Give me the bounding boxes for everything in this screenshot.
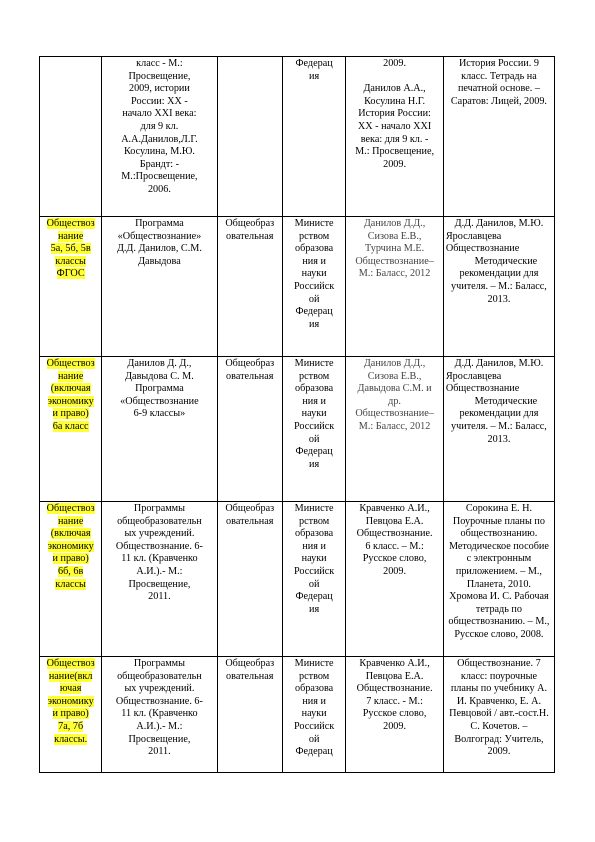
textbook-cell-line: Певцова Е.А. [365,515,424,527]
textbook-cell-line: 2009. [383,158,407,170]
approval-cell-line: науки [301,553,327,565]
program-cell-line: Косулина, М.Ю. [123,146,195,158]
program-cell-line: Программы [133,658,185,669]
methodical-cell-line: приложением. – М., [455,565,542,577]
program-cell-line: 2009, истории [128,83,190,95]
program-cell-line: 2006. [147,183,171,195]
subject-cell [40,502,102,657]
approval-cell-line: ния и [302,695,326,707]
textbook-cell [346,217,444,357]
highlighted-text: и право) [52,708,89,720]
methodical-cell-line: рекомендации для [459,268,539,280]
program-cell-line: Давыдова [138,255,181,267]
approval-cell-line: ой [308,733,320,745]
approval-cell-line: образова [295,683,334,695]
highlighted-text: классы. [54,733,88,745]
textbook-cell-line: Обществознание– [355,408,434,420]
textbook-cell-line: М.: Просвещение, [355,146,435,158]
approval-cell-line: Федерац [295,58,333,69]
program-cell-line: Просвещение, [128,70,191,82]
textbook-cell-line: М.: Баласс, 2012 [358,268,431,280]
methodical-cell-line: с электронным [466,553,532,565]
textbook-cell-line: Турчина М.Е. [365,243,425,255]
highlighted-text: ФГОС [56,268,85,280]
textbook-cell-line: Русское слово, [362,708,427,720]
textbook-cell-line: Косулина Н.Г. [364,95,426,107]
subject-cell-line [42,553,99,566]
subject-cell-line [42,696,99,709]
subject-cell-line [42,383,99,396]
highlighted-text: нание [57,515,84,527]
program-cell-line: 11 кл. (Кравченко [121,553,198,565]
methodical-cell-line: Обществознание [445,243,520,255]
program-cell-line: «Обществознание» [117,230,202,242]
approval-cell-line: ния и [302,540,326,552]
methodical-cell-line: Сорокина Е. Н. [465,503,533,514]
approval-cell-line: Федерац [295,446,333,458]
program-cell-line: Д.Д. Данилов, С.М. [116,243,202,255]
program-cell-line: Программа [135,218,184,229]
approval-cell-line: ой [308,433,320,445]
approval-cell-line: Министе [294,218,334,229]
subject-cell-line [42,231,99,244]
methodical-cell [443,217,554,357]
subject-cell-line [42,358,99,371]
program-cell-line: 2011. [148,746,171,758]
subject-cell-line [42,396,99,409]
methodical-cell-line: Планета, 2010. [466,578,531,590]
subject-cell-line [42,516,99,529]
methodical-cell-line: С. Кочетов. – [470,720,528,732]
program-cell-line: «Обществознание [120,395,199,407]
subject-cell-line [42,708,99,721]
textbook-cell-line: Обществознание. [356,528,433,540]
methodical-cell-line: учителя. – М.: Баласс, [451,420,547,432]
table-row [40,657,555,773]
highlighted-text: Обществоз [46,503,95,514]
methodical-cell-line: Саратов: Лицей, 2009. [450,95,547,107]
program-cell-line: Обществознание. 6- [115,540,203,552]
textbook-cell-line: 7 класс. - М.: [366,695,423,707]
education-level-cell [217,357,282,502]
methodical-cell-line: Обществознание [445,383,520,395]
highlighted-text: 6а класс [52,420,89,432]
curriculum-table [39,56,555,773]
methodical-cell-line: Певцовой / авт.-сост.Н. [449,708,549,720]
program-cell-line: Давыдова С. М. [125,370,194,382]
subject-cell-line [42,408,99,421]
program-cell-line: Брандт: - [139,158,180,170]
subject-cell-line [42,566,99,579]
textbook-cell-line: Кравченко А.И., [359,503,430,514]
approval-cell-line: ия [309,70,320,82]
program-cell [102,57,217,217]
document-page [39,56,555,773]
education-level-cell-line: овательная [226,515,274,527]
highlighted-text: нание [57,370,84,382]
program-cell-line: ых учреждений. [124,528,195,540]
approval-cell-line: рством [299,515,330,527]
textbook-cell-line: Данилов Д.Д., [363,218,426,229]
textbook-cell-line [348,71,441,84]
education-level-cell-line: овательная [226,670,274,682]
approval-cell [282,502,345,657]
highlighted-text: (включая [50,528,91,540]
methodical-cell [443,57,554,217]
methodical-cell-line: обществознанию. [460,528,538,540]
methodical-cell [443,502,554,657]
methodical-cell-line: учителя. – М.: Баласс, [451,280,547,292]
subject-cell [40,357,102,502]
methodical-cell-line: Методические [474,395,538,407]
approval-cell [282,57,345,217]
program-cell-line: ых учреждений. [124,683,195,695]
program-cell-line: для 9 кл. [140,120,179,132]
methodical-cell-line: планы по учебнику А. [450,683,548,695]
education-level-cell [217,657,282,773]
methodical-cell-line: Ярославцева [445,230,502,242]
table-body [40,57,555,773]
highlighted-text: нание [57,230,84,242]
methodical-cell-line: Обществознание. 7 [457,658,541,669]
highlighted-text: классы [55,255,86,267]
education-level-cell-line: овательная [226,230,274,242]
methodical-cell [443,657,554,773]
program-cell [102,217,217,357]
methodical-cell-line: Волгоград: Учитель, [454,733,544,745]
approval-cell-line: ия [309,318,320,330]
textbook-cell-line: Данилов Д.Д., [363,358,426,369]
approval-cell-line: ой [308,293,320,305]
subject-cell-line [42,734,99,747]
highlighted-text: Обществоз [46,358,95,369]
approval-cell-line: образова [295,383,334,395]
table-row [40,357,555,502]
education-level-cell-line: Общеобраз [225,218,275,229]
methodical-cell-line: класс. Тетрадь на [461,70,537,82]
approval-cell-line: ия [309,458,320,470]
approval-cell-line: Федерац [295,746,333,758]
subject-cell-line [42,671,99,684]
methodical-cell-line: обществознанию. – М., [448,616,550,628]
subject-cell-line [42,658,99,671]
subject-cell-line [42,371,99,384]
program-cell-line: 11 кл. (Кравченко [121,708,198,720]
program-cell-line: 6-9 классы» [133,408,186,420]
textbook-cell-line: Давыдова С.М. и [357,383,432,395]
approval-cell-line: ой [308,578,320,590]
approval-cell-line: Российск [294,720,335,732]
textbook-cell-line: XX - начало XXI [357,120,432,132]
program-cell-line: России: XX - [131,95,188,107]
subject-cell-line [42,268,99,281]
highlighted-text: и право) [52,408,89,420]
program-cell [102,357,217,502]
methodical-cell-line: класс: поурочные [460,670,537,682]
approval-cell-line: Федерац [295,591,333,603]
methodical-cell-line: Поурочные планы по [452,515,545,527]
highlighted-text: и право) [52,553,89,565]
methodical-cell-line: Методическое пособие [448,540,549,552]
program-cell [102,502,217,657]
approval-cell [282,217,345,357]
subject-cell-line [42,218,99,231]
education-level-cell-line: Общеобраз [225,358,275,369]
approval-cell-line: Министе [294,658,334,669]
approval-cell-line: Российск [294,420,335,432]
education-level-cell-line: Общеобраз [225,503,275,514]
textbook-cell-line: др. [388,395,401,407]
approval-cell-line: рством [299,670,330,682]
program-cell-line: А.А.Данилов,Л.Г. [121,133,198,145]
textbook-cell [346,657,444,773]
highlighted-text: нание(вкл [48,670,93,682]
program-cell-line: класс - М.: [136,58,183,69]
textbook-cell-line: Кравченко А.И., [359,658,430,669]
textbook-cell-line: Сизова Е.В., [367,370,422,382]
highlighted-text: экономику [47,695,94,707]
methodical-cell-line: 2013. [487,293,511,305]
subject-cell [40,217,102,357]
program-cell-line: Программы [133,503,185,514]
subject-cell [40,57,102,217]
textbook-cell-line: 6 класс. – М.: [365,540,424,552]
highlighted-text: экономику [47,540,94,552]
textbook-cell-line: История России: [358,108,431,120]
textbook-cell-line: 2009. [383,565,407,577]
approval-cell [282,357,345,502]
textbook-cell-line: Певцова Е.А. [365,670,424,682]
education-level-cell [217,502,282,657]
textbook-cell-line: М.: Баласс, 2012 [358,420,431,432]
textbook-cell [346,57,444,217]
textbook-cell-line: Обществознание. [356,683,433,695]
program-cell-line: М.:Просвещение, [121,171,198,183]
subject-cell-line [42,541,99,554]
education-level-cell-line: овательная [226,370,274,382]
program-cell [102,657,217,773]
highlighted-text: ючая [59,683,82,695]
program-cell-line: общеобразовательн [117,515,202,527]
textbook-cell [346,502,444,657]
approval-cell-line: науки [301,268,327,280]
education-level-cell-line: Общеобраз [225,658,275,669]
subject-cell-line [42,528,99,541]
textbook-cell-line: 2009. [383,720,407,732]
methodical-cell-line: Русское слово, 2008. [454,628,544,640]
highlighted-text: 7а, 7б [58,720,84,732]
methodical-cell-line: Д.Д. Данилов, М.Ю. [454,358,544,369]
approval-cell-line: Министе [294,503,334,514]
program-cell-line: Просвещение, [128,733,191,745]
approval-cell-line: ния и [302,395,326,407]
approval-cell-line: Российск [294,565,335,577]
program-cell-line: А.И.).- М.: [136,720,183,732]
table-row [40,502,555,657]
methodical-cell-line: тетрадь по [475,603,522,615]
subject-cell-line [42,721,99,734]
approval-cell-line: образова [295,243,334,255]
textbook-cell [346,357,444,502]
methodical-cell-line: печатной основе. – [457,83,540,95]
program-cell-line: 2011. [148,591,171,603]
subject-cell [40,657,102,773]
table-row [40,57,555,217]
approval-cell-line: рством [299,370,330,382]
subject-cell-line [42,256,99,269]
highlighted-text: 5а, 5б, 5в [50,243,91,255]
approval-cell-line: образова [295,528,334,540]
program-cell-line: Обществознание. 6- [115,695,203,707]
highlighted-text: Обществоз [46,218,95,229]
education-level-cell [217,57,282,217]
textbook-cell-line: Обществознание– [355,255,434,267]
program-cell-line: Программа [135,383,184,395]
highlighted-text: экономику [47,395,94,407]
subject-cell-line [42,683,99,696]
methodical-cell-line: рекомендации для [459,408,539,420]
methodical-cell-line: Хромова И. С. Рабочая [449,591,549,603]
program-cell-line: общеобразовательн [117,670,202,682]
program-cell-line: Данилов Д. Д., [127,358,192,369]
methodical-cell-line: История России. 9 [458,58,539,69]
subject-cell-line [42,243,99,256]
textbook-cell-line: 2009. [383,58,407,69]
highlighted-text: 6б, 6в [58,565,84,577]
approval-cell-line: рством [299,230,330,242]
approval-cell [282,657,345,773]
methodical-cell-line: 2013. [487,433,511,445]
approval-cell-line: ния и [302,255,326,267]
textbook-cell-line: века: для 9 кл. - [360,133,429,145]
approval-cell-line: ия [309,603,320,615]
subject-cell-line [42,421,99,434]
textbook-cell-line: Русское слово, [362,553,427,565]
approval-cell-line: Министе [294,358,334,369]
table-row [40,217,555,357]
methodical-cell-line: Методические [474,255,538,267]
education-level-cell [217,217,282,357]
methodical-cell-line: Ярославцева [445,370,502,382]
approval-cell-line: Российск [294,280,335,292]
methodical-cell-line: Д.Д. Данилов, М.Ю. [454,218,544,229]
approval-cell-line: науки [301,408,327,420]
textbook-cell-line: Данилов А.А., [363,83,426,95]
approval-cell-line: науки [301,708,327,720]
highlighted-text: Обществоз [46,658,95,669]
subject-cell-line [42,503,99,516]
program-cell-line: начало XXI века: [122,108,197,120]
program-cell-line: А.И.).- М.: [136,565,183,577]
methodical-cell-line: 2009. [487,746,511,758]
program-cell-line: Просвещение, [128,578,191,590]
methodical-cell-line: И. Кравченко, Е. А. [456,695,542,707]
approval-cell-line: Федерац [295,306,333,318]
textbook-cell-line: Сизова Е.В., [367,230,422,242]
highlighted-text: классы [55,578,86,590]
methodical-cell [443,357,554,502]
subject-cell-line [42,579,99,592]
highlighted-text: (включая [50,383,91,395]
